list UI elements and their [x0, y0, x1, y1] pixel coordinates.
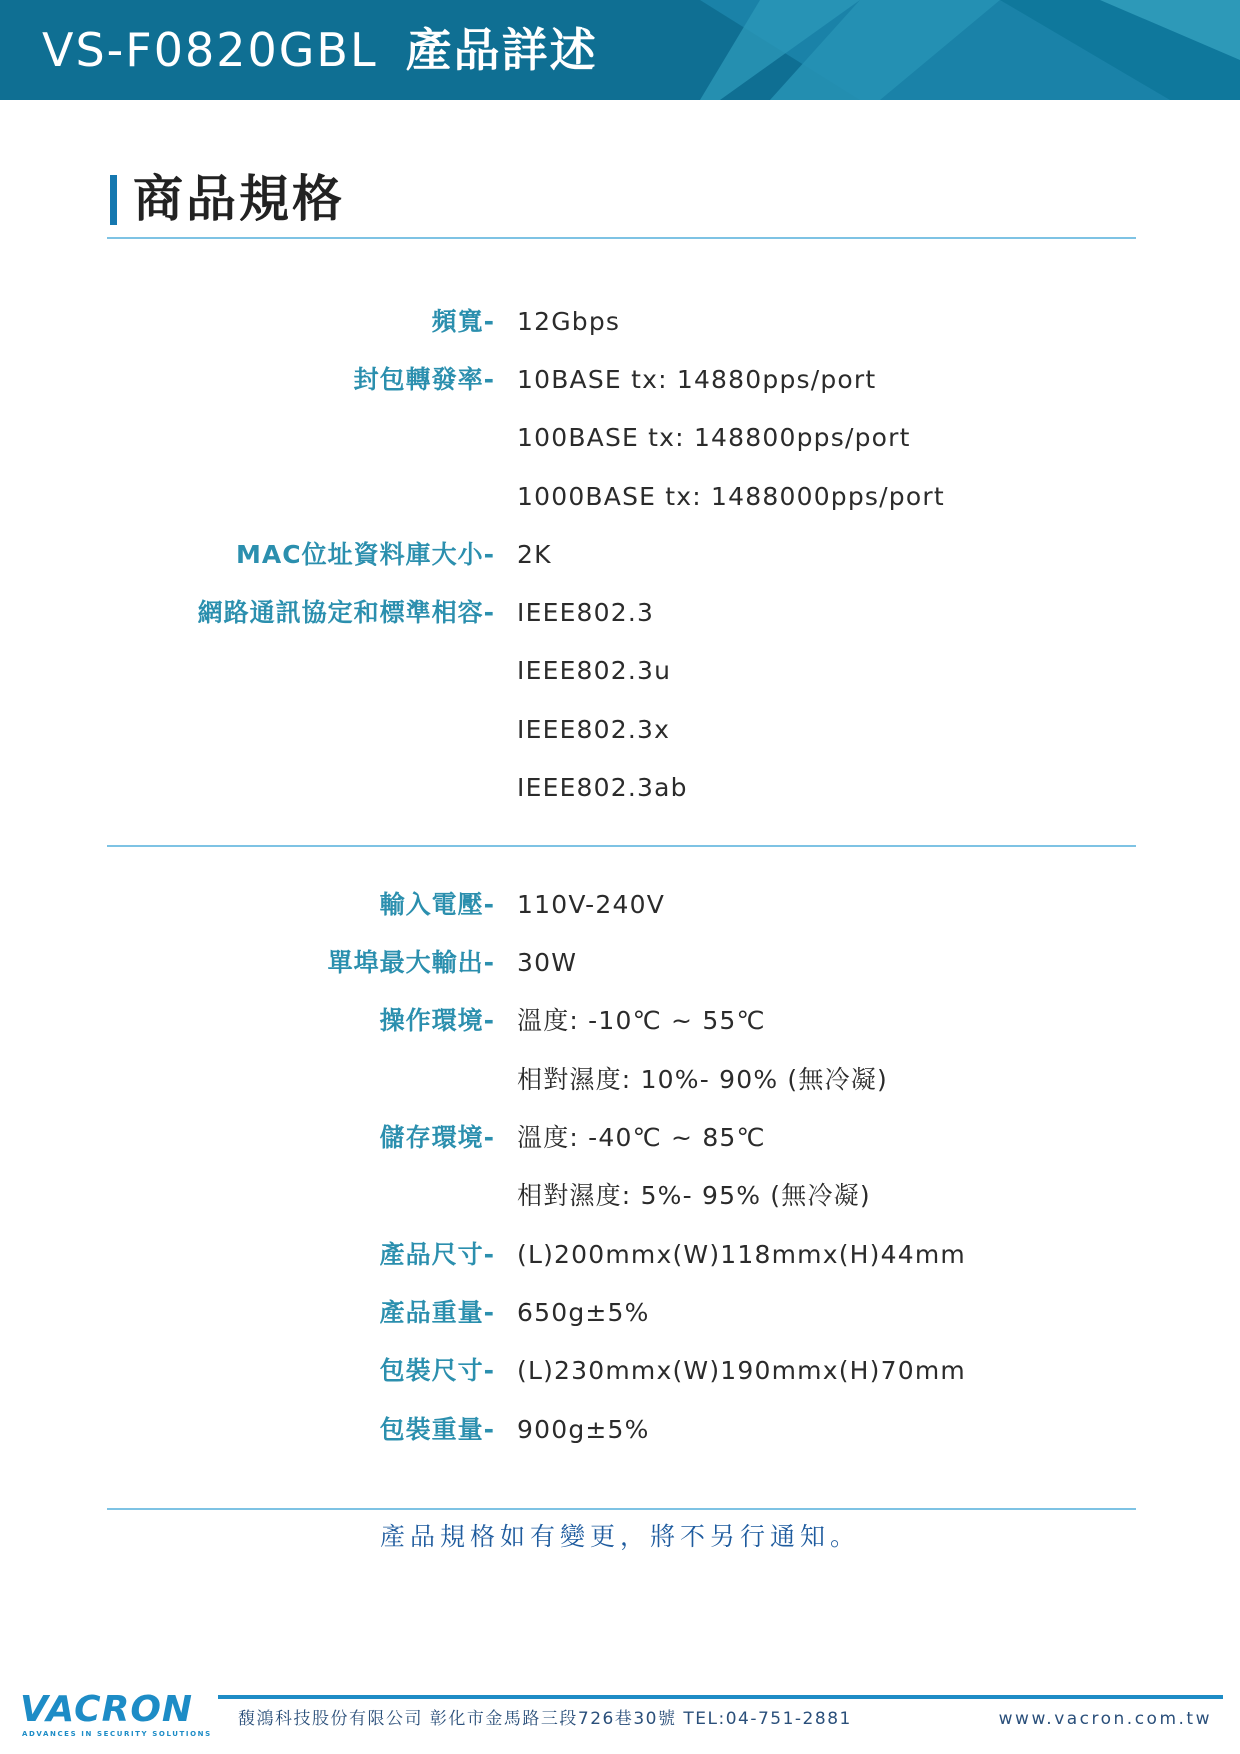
- spec-label-max-port-output: 單埠最大輸出-: [327, 948, 495, 977]
- spec-value-storage-env: 相對濕度: 5%- 95% (無冷凝): [517, 1181, 871, 1210]
- spec-value-standards: IEEE802.3u: [517, 656, 672, 685]
- header-subtitle: 產品詳述: [405, 23, 598, 77]
- spec-value-forwarding-rate: 100BASE tx: 148800pps/port: [517, 423, 911, 452]
- vacron-logo: [20, 1689, 212, 1742]
- spec-value-operating-env: 相對濕度: 10%- 90% (無冷凝): [517, 1065, 888, 1094]
- spec-label-package-size: 包裝尺寸-: [379, 1356, 495, 1385]
- spec-value-product-size: (L)200mmx(W)118mmx(H)44mm: [517, 1240, 966, 1269]
- header-banner: [0, 0, 1240, 100]
- footer-company-info: 馥鴻科技股份有限公司 彰化市金馬路三段726巷30號 TEL:04-751-2881: [238, 1709, 852, 1729]
- section-title: 商品規格: [133, 170, 345, 228]
- spec-label-forwarding-rate: 封包轉發率-: [353, 365, 495, 394]
- spec-value-package-weight: 900g±5%: [517, 1415, 650, 1444]
- spec-value-storage-env: 溫度: -40℃ ~ 85℃: [517, 1123, 766, 1152]
- spec-value-package-size: (L)230mmx(W)190mmx(H)70mm: [517, 1356, 966, 1385]
- spec-value-product-weight: 650g±5%: [517, 1298, 650, 1327]
- spec-label-product-weight: 產品重量-: [379, 1298, 495, 1327]
- spec-value-standards: IEEE802.3: [517, 598, 655, 627]
- spec-value-forwarding-rate: 10BASE tx: 14880pps/port: [517, 365, 877, 394]
- spec-value-standards: IEEE802.3ab: [517, 773, 688, 802]
- spec-value-forwarding-rate: 1000BASE tx: 1488000pps/port: [517, 482, 945, 511]
- spec-value-bandwidth: 12Gbps: [517, 307, 621, 336]
- spec-value-operating-env: 溫度: -10℃ ~ 55℃: [517, 1006, 766, 1035]
- notice-divider: [107, 1508, 1136, 1510]
- spec-label-bandwidth: 頻寬-: [431, 307, 495, 336]
- logo-tagline: ADVANCES IN SECURITY SOLUTIONS: [22, 1730, 212, 1738]
- spec-label-operating-env: 操作環境-: [379, 1006, 495, 1035]
- spec-change-notice: 產品規格如有變更，將不另行通知。: [379, 1522, 860, 1551]
- spec-label-storage-env: 儲存環境-: [379, 1123, 495, 1152]
- spec-label-mac-table: MAC位址資料庫大小-: [236, 540, 495, 569]
- spec-label-standards: 網路通訊協定和標準相容-: [197, 598, 495, 627]
- spec-value-input-voltage: 110V-240V: [517, 890, 665, 919]
- spec-label-package-weight: 包裝重量-: [379, 1415, 495, 1444]
- header-title: [42, 22, 598, 78]
- spec-value-max-port-output: 30W: [517, 948, 578, 977]
- footer-website-link[interactable]: www.vacron.com.tw: [998, 1709, 1212, 1729]
- spec-value-mac-table: 2K: [517, 540, 552, 569]
- group-divider: [107, 845, 1136, 847]
- footer-rule: [218, 1695, 1223, 1699]
- section-divider: [107, 237, 1136, 239]
- section-accent-bar: [110, 175, 117, 225]
- model-name: VS-F0820GBL: [42, 23, 378, 77]
- spec-label-input-voltage: 輸入電壓-: [379, 890, 495, 919]
- logo-wordmark: VACRON: [20, 1689, 194, 1730]
- spec-label-product-size: 產品尺寸-: [379, 1240, 495, 1269]
- spec-value-standards: IEEE802.3x: [517, 715, 671, 744]
